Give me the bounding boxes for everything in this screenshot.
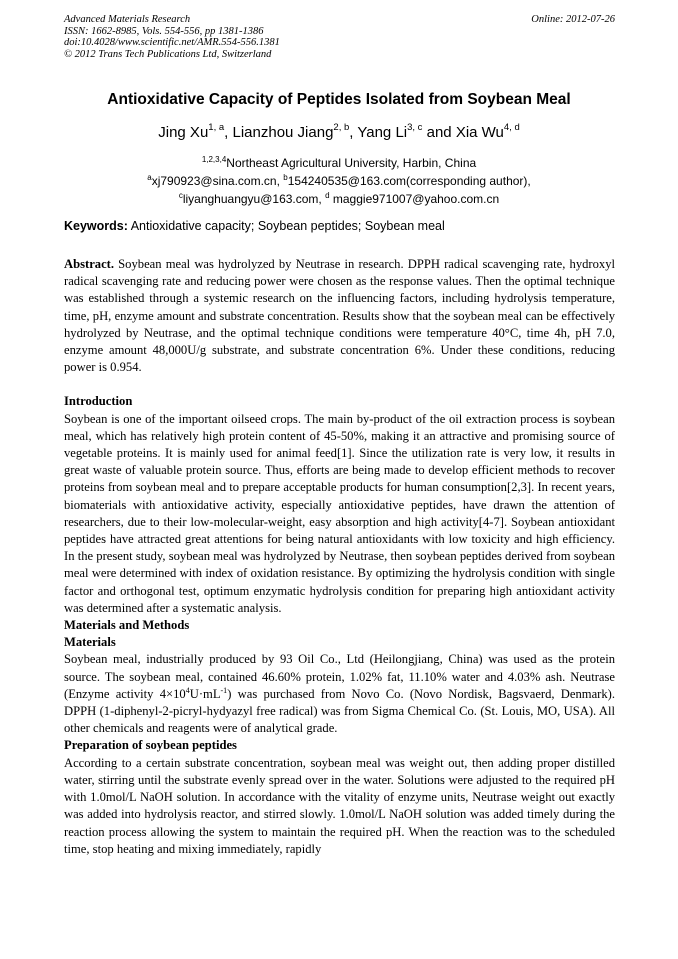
author-sep: , bbox=[349, 124, 358, 141]
email-sup: d bbox=[325, 191, 330, 200]
keywords bbox=[64, 219, 445, 233]
online-date: Online: 2012-07-26 bbox=[531, 14, 615, 25]
author-sep: , bbox=[224, 124, 233, 141]
issn: ISSN: 1662-8985, Vols. 554-556, pp 1381-1386 bbox=[64, 25, 264, 37]
author-affil: 4, d bbox=[503, 122, 520, 133]
journal-header bbox=[64, 14, 280, 60]
preparation-text: According to a certain substrate concentration, soybean meal was weight out, then adding proper distilled water, stirring until the substrate evenly spread over in the water. Solutions were adjusted to the required pH with 1.0mol/L NaOH solution. In accordance with the vitality of enzyme units, Neutrase weight out exactly was added into hydrolysis reactor, and stirred slowly. 1.0mol/L NaOH solution was added timely during the reaction process allowing the system to maintain the required pH. When the reaction was to the scheduled time, stop heating and mixing immediately, rapidly bbox=[64, 755, 615, 856]
doi: doi:10.4028/www.scientific.net/AMR.554-556.1381 bbox=[64, 37, 280, 49]
abstract bbox=[64, 256, 615, 376]
materials-text-1: Soybean meal, industrially produced by 93 Oil Co., Ltd (Heilongjiang, China) was used as the protein source. The soybean meal, contained 46.60% protein, 1.02% fat, 11.10% water and 4.03% ash. Neutrase (Enzyme activity 4×10 bbox=[64, 652, 615, 701]
introduction-heading: Introduction bbox=[64, 394, 133, 409]
author-name: Xia Wu bbox=[455, 124, 504, 141]
author-name: Jing Xu bbox=[158, 124, 209, 141]
materials-text bbox=[64, 651, 615, 737]
paper-body bbox=[64, 256, 615, 858]
email-c: liyanghuangyu@163.com, bbox=[182, 192, 326, 206]
emails-line-1 bbox=[0, 172, 678, 190]
author-affil: 1, a bbox=[208, 122, 225, 133]
materials-sup: 4 bbox=[185, 685, 190, 695]
email-sup: c bbox=[178, 191, 183, 200]
affiliation bbox=[0, 154, 678, 172]
materials-heading: Materials bbox=[64, 635, 116, 650]
paper-title: Antioxidative Capacity of Peptides Isolated from Soybean Meal bbox=[107, 91, 571, 108]
author-list bbox=[0, 124, 678, 141]
email-d: maggie971007@yahoo.com.cn bbox=[329, 192, 500, 206]
author-name: Yang Li bbox=[357, 124, 408, 141]
materials-text-3: ) was purchased from Novo Co. (Novo Nordisk, Bagsvaerd, Denmark). DPPH (1-diphenyl-2-picryl-hydyazyl free radical) was from Sigma Chemical Co. (St. Louis, MO, USA). All other chemicals and reagents were of analytical grade. bbox=[64, 686, 616, 736]
keywords-text: Antioxidative capacity; Soybean peptides; Soybean meal bbox=[127, 219, 445, 233]
affiliation-sup: 1,2,3,4 bbox=[201, 155, 227, 164]
emails-line-2 bbox=[0, 190, 678, 208]
affiliations bbox=[0, 154, 678, 208]
materials-sup: -1 bbox=[220, 685, 228, 695]
author-affil: 3, c bbox=[407, 122, 423, 133]
copyright: © 2012 Trans Tech Publications Ltd, Switzerland bbox=[64, 48, 272, 60]
author-affil: 2, b bbox=[333, 122, 350, 133]
author-sep: and bbox=[422, 124, 456, 141]
keywords-label: Keywords: bbox=[64, 219, 128, 233]
introduction-text: Soybean is one of the important oilseed crops. The main by-product of the oil extraction process is soybean meal, which has relatively high protein content of 45-50%, making it an attractive and promising source of vegetable proteins. It is mainly used for animal feed[1]. Since the utilization rate is very low, it results in great waste of valuable protein source. Thus, efforts are being made to develop efficient methods to recover proteins from soybean meal and to prepare acceptable products for human consumption[2,3]. In recent years, biomaterials with antioxidative activity, especially antioxidative peptides, have drawn the attention of researchers, due to their low-molecular-weight, easy absorption and high activity[4-7]. Soybean antioxidant peptides have attracted great attentions for being natural antioxidants with low toxicity and high efficiency. In the present study, soybean meal was hydrolyzed by Neutrase, then soybean peptides derived from soybean meal were determined with index of oxidation resistance. By optimizing the hydrolysis condition with single factor and orthogonal test, optimum enzymatic hydrolysis condition for preparing high antioxidant activity was determined after a systematic analysis. bbox=[64, 411, 615, 615]
journal-name: Advanced Materials Research bbox=[64, 14, 191, 25]
email-b: 154240535@163.com(corresponding author), bbox=[287, 174, 531, 188]
materials-text-2: U·mL bbox=[189, 686, 221, 701]
methods-heading: Materials and Methods bbox=[64, 618, 190, 633]
preparation-heading: Preparation of soybean peptides bbox=[64, 738, 237, 753]
author-name: Lianzhou Jiang bbox=[232, 124, 334, 141]
email-a: xj790923@sina.com.cn, bbox=[151, 174, 284, 188]
email-sup: b bbox=[283, 173, 288, 182]
affiliation-text: Northeast Agricultural University, Harbin, China bbox=[226, 156, 477, 170]
abstract-label: Abstract. bbox=[64, 257, 115, 271]
abstract-text: Soybean meal was hydrolyzed by Neutrase in research. DPPH radical scavenging rate, hydroxyl radical scavenging rate and reducing power were chosen as the response values. Then the optimal technique was established through a systemic research on the influencing factors, including hydrolysis temperature, time, pH, enzyme amount and substrate concentration. Results show that the soybean meal can be effectively hydrolyzed by Neutrase, and the optimal technique conditions were temperature 40°C, time 4h, pH 7.0, enzyme amount 48,000U/g substrate, and substrate concentration 6%. Under these conditions, reducing power is 0.954. bbox=[64, 257, 615, 375]
email-sup: a bbox=[147, 173, 152, 182]
